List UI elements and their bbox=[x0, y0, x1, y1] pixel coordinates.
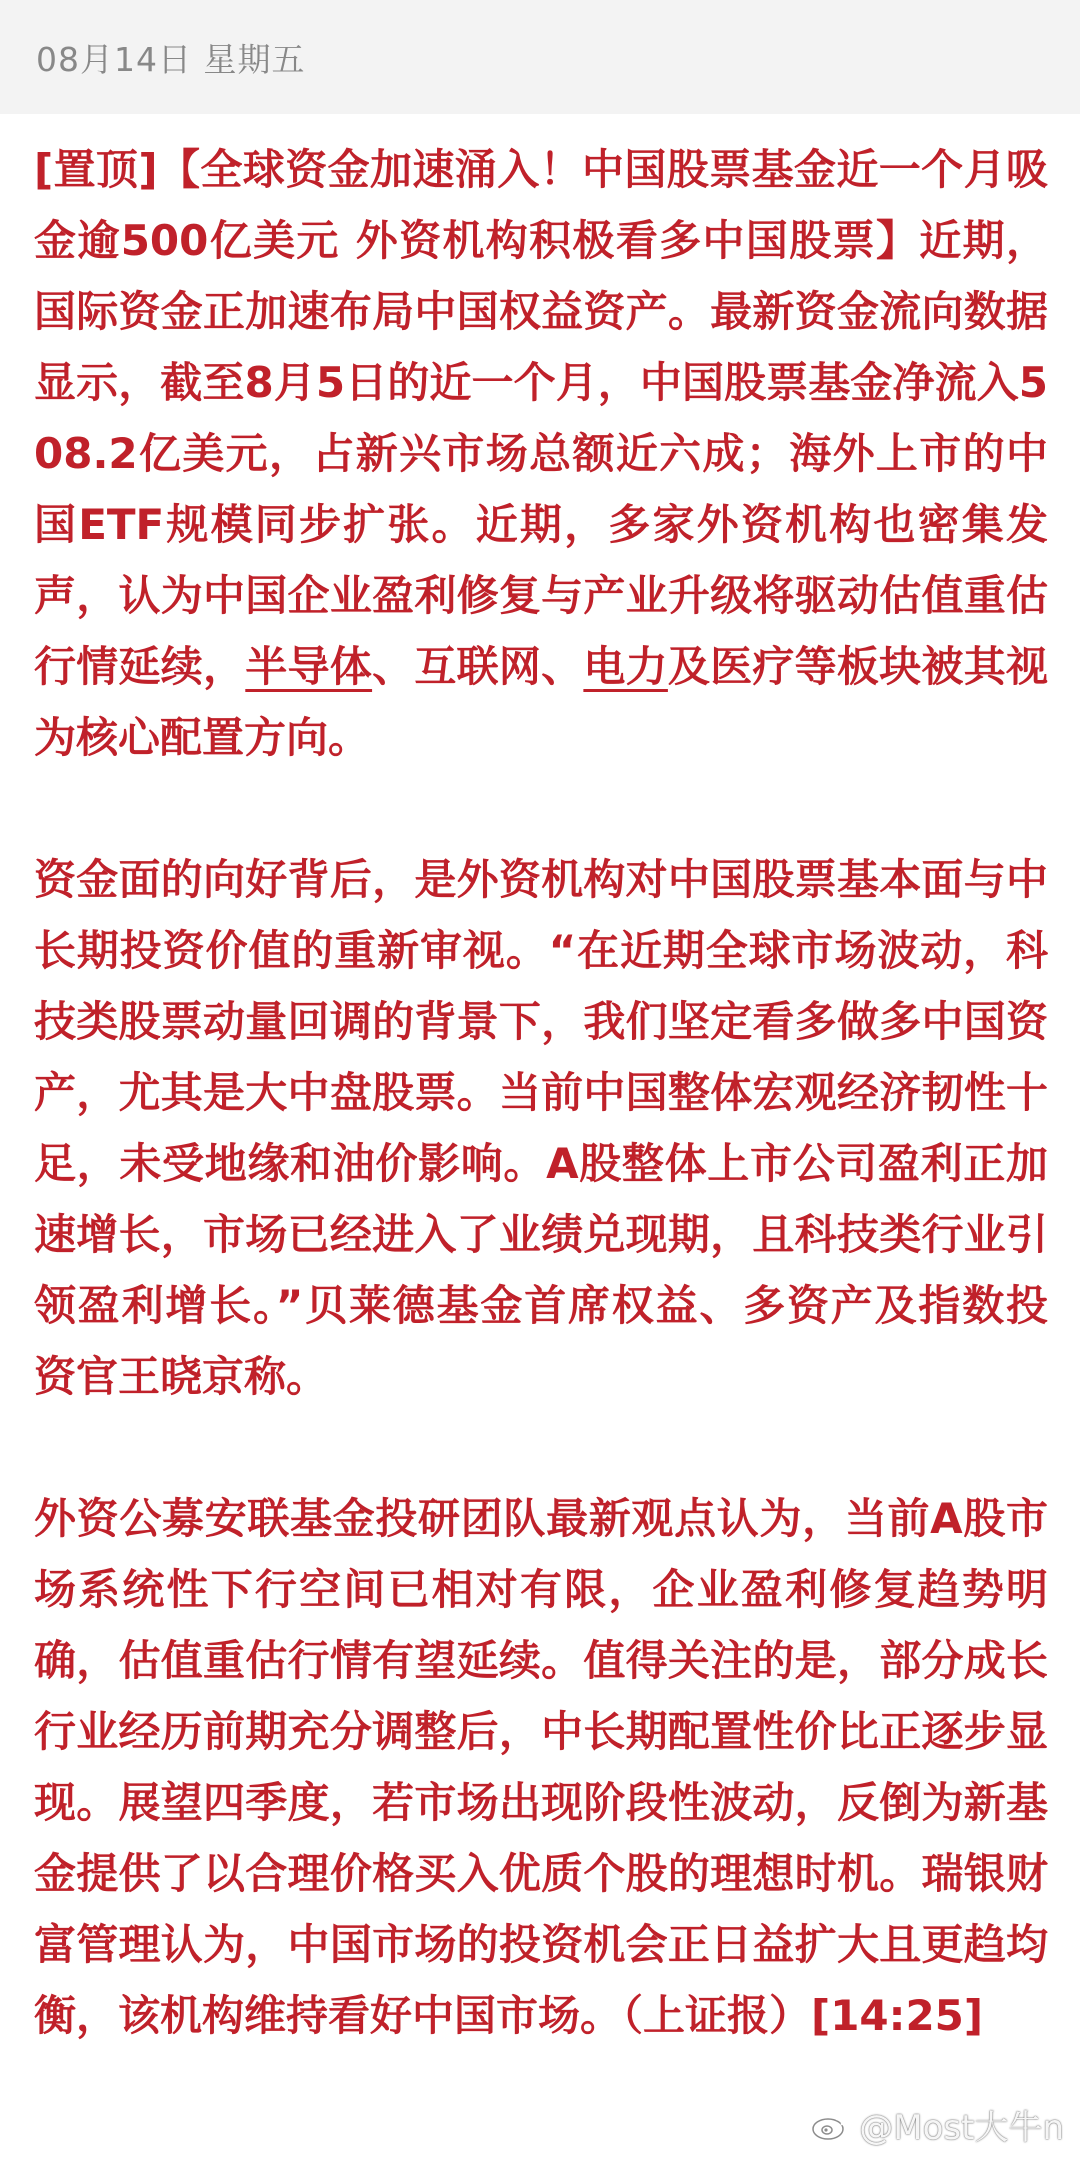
watermark bbox=[811, 2100, 1064, 2149]
weibo-icon bbox=[811, 2108, 851, 2142]
paragraph-1-end: 及医疗等板块被其视为核心配置方向。 bbox=[34, 642, 1048, 762]
date-label: 08月14日 星期五 bbox=[36, 39, 306, 79]
article-paragraph-2: 资金面的向好背后，是外资机构对中国股票基本面与中长期投资价值的重新审视。“在近期全球市场波动，科技类股票动量回调的背景下，我们坚定看多做多中国资产，尤其是大中盘股票。当前中国整体宏观经济韧性十足，未受地缘和油价影响。A股整体上市公司盈利正加速增长，市场已经进入了业绩兑现期，且科技类行业引领盈利增长。”贝莱德基金首席权益、多资产及指数投资官王晓京称。 bbox=[34, 855, 1048, 1401]
article-paragraph-3: 外资公募安联基金投研团队最新观点认为，当前A股市场系统性下行空间已相对有限，企业盈利修复趋势明确，估值重估行情有望延续。值得关注的是，部分成长行业经历前期充分调整后，中长期配置性价比正逐步显现。展望四季度，若市场出现阶段性波动，反倒为新基金提供了以合理价格买入优质个股的理想时机。瑞银财富管理认为，中国市场的投资机会正日益扩大且更趋均衡，该机构维持看好中国市场。（上证报）[14:25] bbox=[34, 1494, 1048, 2040]
semiconductor-link[interactable]: 半导体 bbox=[245, 642, 373, 691]
article-paragraph-1 bbox=[34, 134, 1048, 773]
paragraph-1-intro: [置顶]【全球资金加速涌入！中国股票基金近一个月吸金逾500亿美元 外资机构积极看多中国股票】近期，国际资金正加速布局中国权益资产。最新资金流向数据显示，截至8月5日的近一个月，中国股票基金净流入508.2亿美元，占新兴市场总额近六成；海外上市的中国ETF规模同步扩张。近期，多家外资机构也密集发声，认为中国企业盈利修复与产业升级将驱动估值重估行情延续， bbox=[34, 145, 1048, 691]
date-bar bbox=[0, 0, 1080, 114]
news-article bbox=[34, 134, 1048, 2051]
electric-power-link[interactable]: 电力 bbox=[583, 642, 668, 691]
paragraph-1-mid: 、互联网、 bbox=[372, 642, 584, 691]
watermark-text: @Most大牛n bbox=[859, 2108, 1064, 2148]
